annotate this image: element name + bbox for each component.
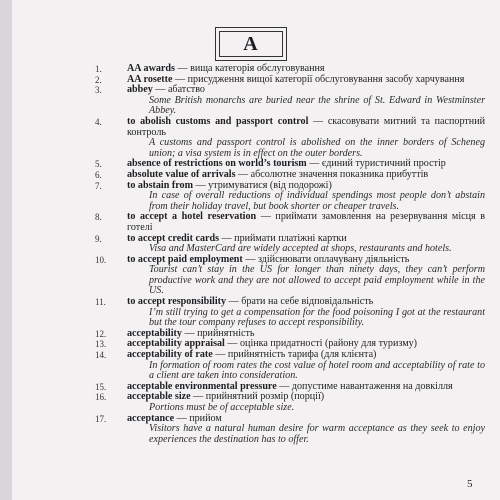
entry-definition: — абсолютне значення показника прибуттів [235,168,429,180]
entry-definition: — брати на себе відповідальність [226,296,374,308]
entry-number: 4. [95,116,102,127]
entry-term: acceptability of rate [127,349,213,361]
glossary-entry [95,85,485,117]
glossary-entry [95,212,485,233]
entry-number: 2. [95,74,102,85]
glossary-entry [95,350,485,382]
glossary-entry [95,297,485,329]
entry-definition: — приймати замовлення на резервування місця в готелі [127,211,485,233]
entry-definition: — утримуватися (від подорожі) [192,179,332,191]
entry-example: Tourist can’t stay in the US for longer than ninety days, they can’t perform productive work and they are not allowed to accept paid employment while in the US. [149,264,485,297]
entry-number: 12. [95,328,107,339]
glossary-entry [95,234,485,255]
entry-number: 11. [95,297,106,308]
section-letter-frame [215,27,287,61]
entry-term: to accept a hotel reservation [127,211,257,223]
entry-definition: — прийом [174,412,222,424]
entry-term: to accept paid employment [127,253,243,265]
entry-number: 6. [95,169,102,180]
entry-term: acceptable size [127,391,191,403]
entry-definition: — прийнятність [181,327,255,339]
entry-number: 13. [95,339,107,350]
entry-example: Visa and MasterCard are widely accepted at shops, restaurants and hotels. [149,243,452,255]
entry-number: 16. [95,392,107,403]
entry-term: acceptance [127,412,175,424]
entry-number: 8. [95,212,102,223]
entry-term: to abstain from [127,179,193,191]
entry-example: Portions must be of acceptable size. [149,402,295,413]
entry-definition: — єдиний туристичний простір [306,158,446,170]
entry-definition: — вища категорія обслуговування [174,63,325,74]
entry-number: 1. [95,64,102,74]
entry-definition: — скасовувати митний та паспортний контроль [127,115,485,138]
entry-term: acceptable environmental pressure [127,380,277,392]
entry-term: AA rosette [127,73,173,85]
entry-number: 5. [95,159,102,170]
entry-term: absence of restrictions on world’s tourism [127,158,307,170]
entry-number: 7. [95,180,102,191]
glossary-entry [95,117,485,159]
entry-example: In case of overall reductions of individual spendings most people don’t abstain from their holiday travel, but book shorter or cheaper travels. [149,190,485,212]
entry-number: 14. [95,350,107,361]
entry-definition: — присудження вищої категорії обслуговування засобу харчування [172,73,465,85]
entry-term: abbey [127,84,153,96]
entry-number: 3. [95,85,102,96]
entry-term: to accept responsibility [127,296,227,308]
section-letter: A [219,31,283,57]
entry-term: to abolish customs and passport control [127,115,309,127]
entry-definition: — допустиме навантаження на довкілля [276,380,453,392]
glossary-entries [95,64,485,445]
glossary-entry [95,414,485,446]
entry-number: 17. [95,413,107,424]
entry-number: 15. [95,381,107,392]
entry-number: 10. [95,254,107,265]
entry-definition: — оцінка придатності (району для туризму) [224,338,418,350]
entry-term: absolute value of arrivals [127,168,236,180]
entry-definition: — абатство [152,84,205,96]
entry-definition: — приймати платіжні картки [219,232,347,244]
entry-term: to accept credit cards [127,232,220,244]
page-number: 5 [467,478,473,490]
glossary-entry [95,392,485,413]
entry-definition: — прийнятний розмір (порції) [190,391,325,403]
entry-example: Some British monarchs are buried near the shrine of St. Edward in Westminster Abbey. [149,94,485,117]
entry-number: 9. [95,233,102,244]
entry-example: A customs and passport control is abolished on the inner borders of Scheneg union; a visa system is in effect on the outer borders. [149,137,485,159]
entry-term: acceptability appraisal [127,338,225,350]
entry-example: Visitors have a natural human desire for warm acceptance as they seek to enjoy experiences the destination has to offer. [149,423,485,445]
glossary-entry [95,181,485,213]
entry-example: I’m still trying to get a compensation for the food poisoning I got at the restaurant but the tour company refuses to accept responsibility. [149,306,485,329]
entry-example: In formation of room rates the cost value of hotel room and acceptability of rate to a client are taken into consideration. [149,359,485,382]
entry-definition: — прийнятність тарифа (для клієнта) [212,349,377,361]
entry-definition: — здійснювати оплачувану діяльність [242,253,410,265]
glossary-entry [95,255,485,297]
page-edge-shadow [0,0,12,500]
entry-term: acceptability [127,327,182,339]
entry-term: AA awards [127,63,175,74]
